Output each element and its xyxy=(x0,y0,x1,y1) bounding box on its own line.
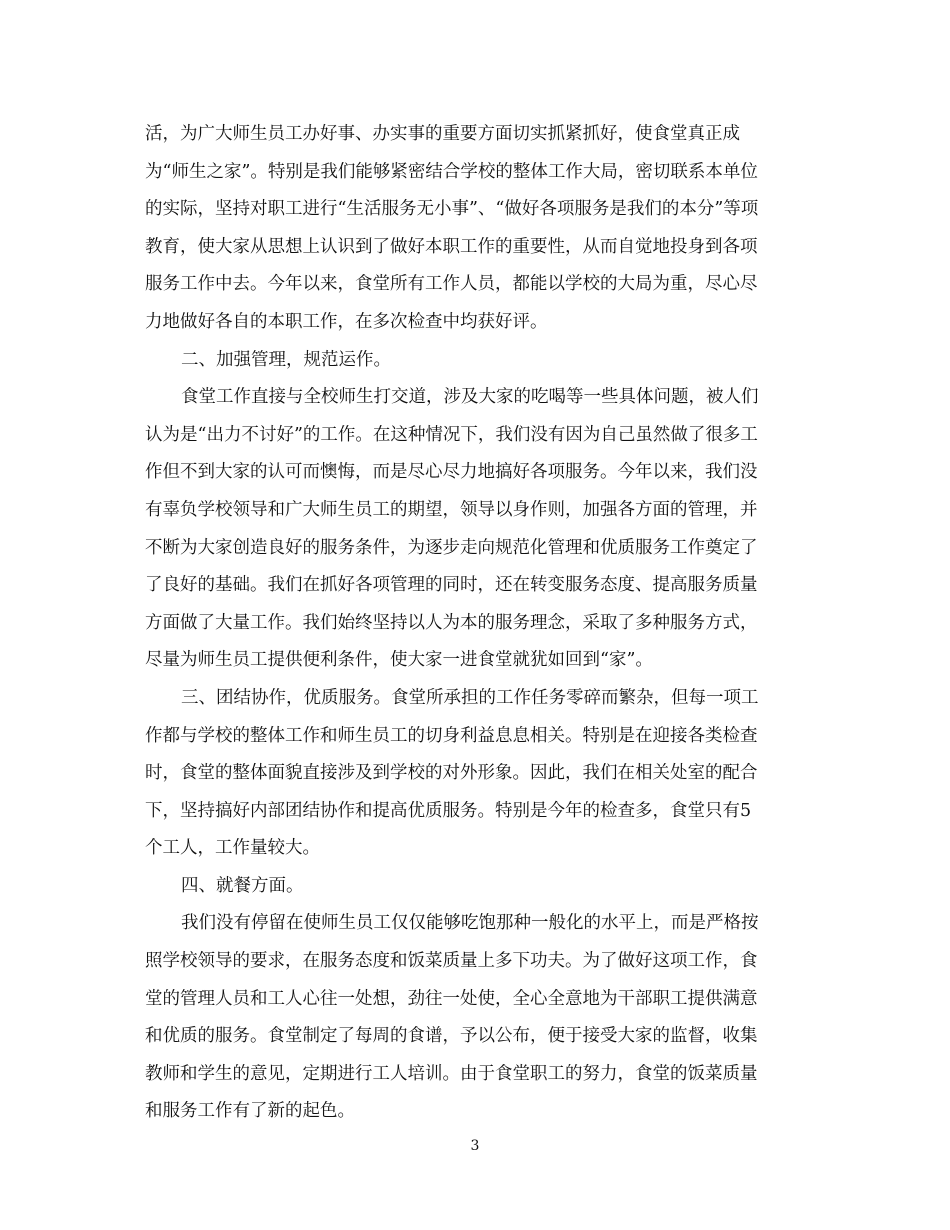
text-line: 我们没有停留在使师生员工仅仅能够吃饱那种一般化的水平上，而是严格按 xyxy=(181,913,759,934)
section-heading: 二、加强管理，规范运作。 xyxy=(181,349,391,370)
text-line: 活，为广大师生员工办好事、办实事的重要方面切实抓紧抓好，使食堂真正成 xyxy=(145,124,740,144)
page-number: 3 xyxy=(470,1138,480,1154)
text-line: 了良好的基础。我们在抓好各项管理的同时，还在转变服务态度、提高服务质量 xyxy=(145,575,758,596)
text-line: 服务工作中去。今年以来，食堂所有工作人员，都能以学校的大局为重，尽心尽 xyxy=(145,274,758,295)
text-line: 下，坚持搞好内部团结协作和提高优质服务。特别是今年的检查多，食堂只有5 xyxy=(145,800,752,821)
text-line: 个工人，工作量较大。 xyxy=(145,838,320,859)
section-heading: 四、就餐方面。 xyxy=(181,875,304,896)
text-line: 时，食堂的整体面貌直接涉及到学校的对外形象。因此，我们在相关处室的配合 xyxy=(145,763,758,784)
text-line: 教育，使大家从思想上认识到了做好本职工作的重要性，从而自觉地投身到各项 xyxy=(145,236,758,257)
text-line: 有辜负学校领导和广大师生员工的期望，领导以身作则，加强各方面的管理，并 xyxy=(145,499,758,520)
text-line: 的实际，坚持对职工进行“生活服务无小事”、“做好各项服务是我们的本分”等项 xyxy=(145,199,759,220)
text-line: 不断为大家创造良好的服务条件，为逐步走向规范化管理和优质服务工作奠定了 xyxy=(145,537,758,558)
text-line: 尽量为师生员工提供便利条件，使大家一进食堂就犹如回到“家”。 xyxy=(145,650,653,671)
text-line: 力地做好各自的本职工作，在多次检查中均获好评。 xyxy=(145,311,548,332)
text-line: 和服务工作有了新的起色。 xyxy=(145,1101,355,1122)
text-line: 照学校领导的要求，在服务态度和饭菜质量上多下功夫。为了做好这项工作，食 xyxy=(145,951,758,972)
text-line: 作都与学校的整体工作和师生员工的切身利益息息相关。特别是在迎接各类检查 xyxy=(145,725,758,746)
text-line: 作但不到大家的认可而懊悔，而是尽心尽力地搞好各项服务。今年以来，我们没 xyxy=(145,462,758,483)
text-line: 方面做了大量工作。我们始终坚持以人为本的服务理念，采取了多种服务方式， xyxy=(145,612,758,633)
text-line: 认为是“出力不讨好”的工作。在这种情况下，我们没有因为自己虽然做了很多工 xyxy=(145,424,758,445)
text-line: 为“师生之家”。特别是我们能够紧密结合学校的整体工作大局，密切联系本单位 xyxy=(145,161,758,182)
body-text xyxy=(145,116,810,1131)
text-line: 堂的管理人员和工人心往一处想，劲往一处使，全心全意地为干部职工提供满意 xyxy=(145,988,758,1009)
text-line: 和优质的服务。食堂制定了每周的食谱，予以公布，便于接受大家的监督，收集 xyxy=(145,1026,758,1047)
text-line: 三、团结协作，优质服务。食堂所承担的工作任务零碎而繁杂，但每一项工 xyxy=(181,687,759,708)
text-line: 食堂工作直接与全校师生打交道，涉及大家的吃喝等一些具体问题，被人们 xyxy=(181,387,759,408)
text-line: 教师和学生的意见，定期进行工人培训。由于食堂职工的努力，食堂的饭菜质量 xyxy=(145,1063,758,1084)
